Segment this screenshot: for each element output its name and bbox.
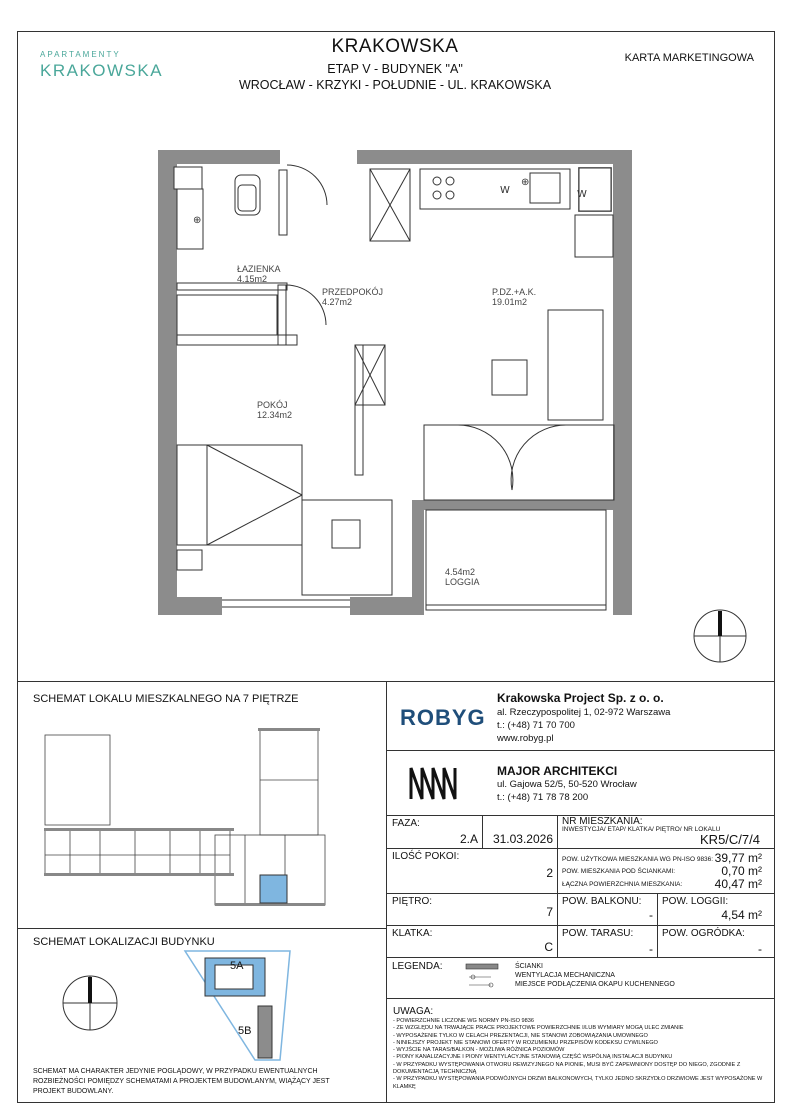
architect-phone: t.: (+48) 71 78 78 200 xyxy=(497,792,589,803)
room-label-bathroom: ŁAZIENKA 4.15m2 xyxy=(237,264,281,284)
legend-item-hood: MIEJSCE PODŁĄCZENIA OKAPU KUCHENNEGO xyxy=(515,981,675,988)
balcony-label: POW. BALKONU: xyxy=(562,896,642,907)
rooms-value: 2 xyxy=(546,866,553,880)
svg-text:⊕: ⊕ xyxy=(521,177,530,188)
nr-label: NR MIESZKANIA: xyxy=(562,816,643,827)
logo-top-text: APARTAMENTY xyxy=(40,50,121,59)
terrace-label: POW. TARASU: xyxy=(562,928,634,939)
developer-address: al. Rzeczypospolitej 1, 02-972 Warszawa xyxy=(497,707,671,718)
robyg-logo: ROBYG xyxy=(400,705,486,730)
room-label-bedroom: POKÓJ 12.34m2 xyxy=(257,400,293,420)
room-label-living-kitchen: P.DZ.+A.K. 19.01m2 xyxy=(492,287,537,307)
note-item: - NINIEJSZY PROJEKT NIE STANOWI OFERTY W ROZUMIENIU PRZEPISÓW KODEKSU CYWILNEGO xyxy=(393,1039,658,1046)
floor-value: 7 xyxy=(546,905,553,919)
note-item: - WYPOSAŻENIE TYLKO W CELACH PREZENTACJI, NIE STANOWI ZOBOWIĄZANIA UMOWNEGO xyxy=(393,1032,648,1039)
floor-scheme xyxy=(40,720,330,910)
loggia-label: POW. LOGGII: xyxy=(662,896,729,907)
floor-label: PIĘTRO: xyxy=(392,896,433,907)
balcony-value: - xyxy=(649,908,653,922)
developer-web[interactable]: www.robyg.pl xyxy=(497,733,554,744)
developer-phone: t.: (+48) 71 70 700 xyxy=(497,720,575,731)
room-label-loggia: 4.54m2 LOGGIA xyxy=(445,567,480,587)
legend-title: LEGENDA: xyxy=(392,961,443,972)
garden-value: - xyxy=(758,942,762,956)
nr-value: KR5/C/7/4 xyxy=(700,832,760,847)
logo-main-text: KRAKOWSKA xyxy=(40,61,164,80)
legend-symbols xyxy=(465,963,505,993)
building-5a-label: 5A xyxy=(230,960,244,972)
area-usable-label: POW. UŻYTKOWA MIESZKANIA WG PN-ISO 9836: xyxy=(562,856,714,863)
scheme-disclaimer: SCHEMAT MA CHARAKTER JEDYNIE POGLĄDOWY, W PRZYPADKU EWENTUALNYCH ROZBIEŻNOŚCI POMIĘDZY SCHEMATAMI A PROJEKTEM BUDOWLANYM, WIĄŻĄCY JEST PROJEKT BUDOWLANY. xyxy=(33,1068,330,1095)
loggia-value: 4,54 m² xyxy=(721,908,762,922)
notes-title: UWAGA: xyxy=(393,1006,434,1017)
location-scheme-title: SCHEMAT LOKALIZACJI BUDYNKU xyxy=(33,936,215,948)
svg-text:W: W xyxy=(577,189,587,200)
area-slopes-value: 0,70 m² xyxy=(721,864,762,878)
nr-sublabel: INWESTYCJA/ ETAP/ KLATKA/ PIĘTRO/ NR LOKALU xyxy=(562,826,721,833)
location-scheme xyxy=(60,948,310,1066)
legend-item-walls: ŚCIANKI xyxy=(515,963,544,970)
card-type: KARTA MARKETINGOWA xyxy=(624,52,754,64)
project-subtitle: ETAP V - BUDYNEK "A" xyxy=(327,62,463,76)
project-location: WROCŁAW - KRZYKI - POŁUDNIE - UL. KRAKOWSKA xyxy=(238,78,552,92)
date-value: 31.03.2026 xyxy=(492,832,553,846)
major-architekci-logo xyxy=(408,765,464,801)
faza-value: 2.A xyxy=(459,832,478,846)
building-5b-label: 5B xyxy=(238,1025,252,1037)
garden-label: POW. OGRÓDKA: xyxy=(662,928,745,939)
legend-list xyxy=(515,962,675,989)
area-total-label: ŁĄCZNA POWIERZCHNIA MIESZKANIA: xyxy=(562,881,683,888)
room-label-hallway: PRZEDPOKÓJ 4.27m2 xyxy=(322,287,384,307)
svg-text:⊕: ⊕ xyxy=(193,215,202,226)
area-slopes-label: POW. MIESZKANIA POD ŚCIANKAMI: xyxy=(562,868,676,875)
project-title: KRAKOWSKA xyxy=(331,36,459,57)
area-usable-value: 39,77 m² xyxy=(714,851,762,865)
north-arrow-icon xyxy=(692,608,748,664)
note-item: - WYJŚCIE NA TARAS/BALKON - MOŻLIWA RÓŻNICA POZIOMÓW xyxy=(393,1047,565,1054)
stair-value: C xyxy=(544,940,553,954)
note-item: - PIONY KANALIZACYJNE I PIONY WENTYLACYJNE STANOWIĄ CZĘŚĆ WSPÓLNĄ INSTALACJI BUDYNKU xyxy=(393,1054,673,1061)
rooms-label: ILOŚĆ POKOI: xyxy=(392,851,460,862)
note-item: - W PRZYPADKU WYSTĘPOWANIA PODWÓJNYCH DRZWI BALKONOWYCH, TYLKO JEDNO SKRZYDŁO DRZWIOWE JEST WYPOSAŻONE W KLAMKĘ xyxy=(393,1076,763,1090)
architect-name: MAJOR ARCHITEKCI xyxy=(497,764,618,778)
architect-address: ul. Gajowa 52/5, 50-520 Wrocław xyxy=(497,779,637,790)
stair-label: KLATKA: xyxy=(392,928,433,939)
svg-text:W: W xyxy=(500,185,510,196)
note-item: - POWIERZCHNIE LICZONE WG NORMY PN-ISO 9836 xyxy=(393,1018,535,1024)
developer-name: Krakowska Project Sp. z o. o. xyxy=(497,691,664,705)
area-total-value: 40,47 m² xyxy=(714,877,762,891)
faza-label: FAZA: xyxy=(392,818,420,829)
notes-list xyxy=(393,1018,763,1091)
apartamenty-krakowska-logo xyxy=(40,50,163,81)
note-item: - W PRZYPADKU WYSTĘPOWANIA OTWORU REWIZYJNEGO NA PIONIE, MUSI BYĆ ZAPEWNIONY DOSTĘP DO NIEGO, ZGODNIE Z DOKUMENTACJĄ TECHNICZNĄ xyxy=(393,1061,741,1076)
floor-plan xyxy=(150,145,640,620)
terrace-value: - xyxy=(649,942,653,956)
note-item: - ZE WZGLĘDU NA TRWAJĄCE PRACE PROJEKTOWE POWIERZCHNIE I/LUB WYMIARY MOGĄ ULEC ZMIANIE xyxy=(393,1025,684,1032)
floor-scheme-title: SCHEMAT LOKALU MIESZKALNEGO NA 7 PIĘTRZE xyxy=(33,693,299,705)
legend-item-ventilation: WENTYLACJA MECHANICZNA xyxy=(515,972,615,979)
